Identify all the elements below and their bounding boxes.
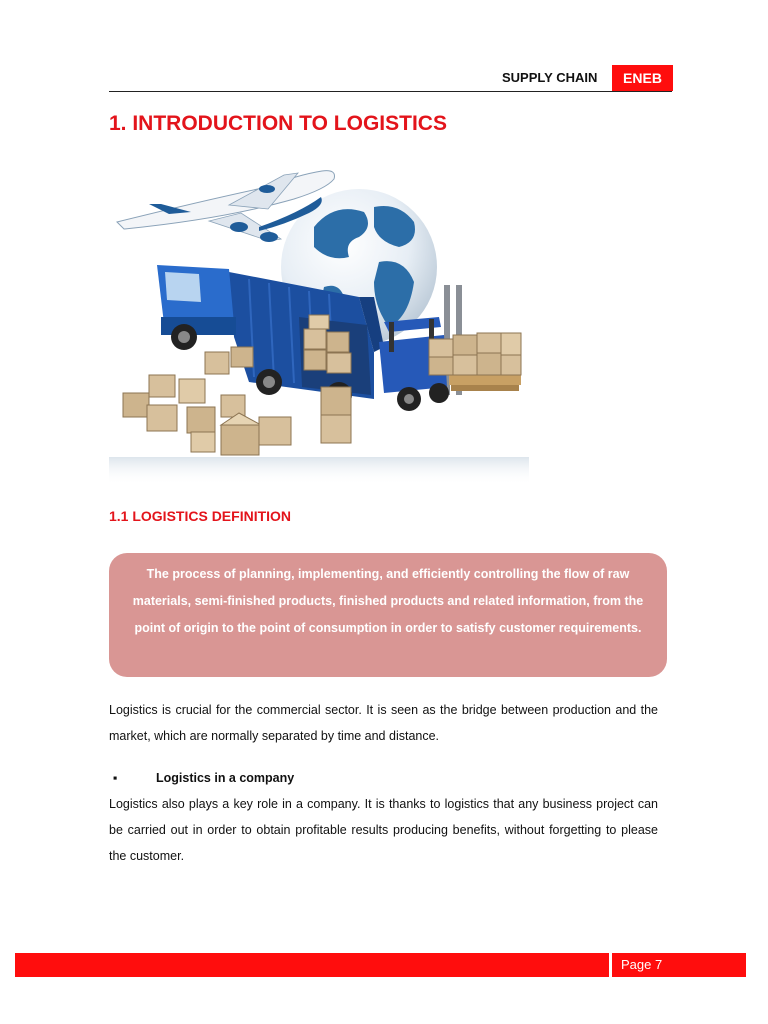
footer-bar bbox=[15, 953, 609, 977]
bullet-label: Logistics in a company bbox=[156, 771, 295, 785]
bullet-marker: ▪ bbox=[113, 771, 118, 785]
section-title: 1.1 LOGISTICS DEFINITION bbox=[109, 508, 292, 524]
paragraph-logistics-crucial: Logistics is crucial for the commercial sector. It is seen as the bridge between production and the market, which are normally separated by time and distance. bbox=[109, 703, 658, 743]
eneb-logo: ENEB bbox=[612, 65, 673, 91]
page-title: 1. INTRODUCTION TO LOGISTICS bbox=[109, 112, 447, 135]
header-divider bbox=[109, 91, 672, 92]
logistics-hero-image bbox=[109, 167, 529, 485]
page-number: Page 7 bbox=[612, 953, 746, 977]
paragraph-logistics-company: Logistics also plays a key role in a company. It is thanks to logistics that any business project can be carried out in order to obtain profitable results producing benefits, without forgetting to please the customer. bbox=[109, 797, 658, 863]
header-title: SUPPLY CHAIN bbox=[502, 70, 598, 85]
definition-box: The process of planning, implementing, and efficiently controlling the flow of raw materials, semi-finished products, finished products and related information, from the point of origin to the point of consumption in order to satisfy customer requirements. bbox=[109, 553, 667, 677]
